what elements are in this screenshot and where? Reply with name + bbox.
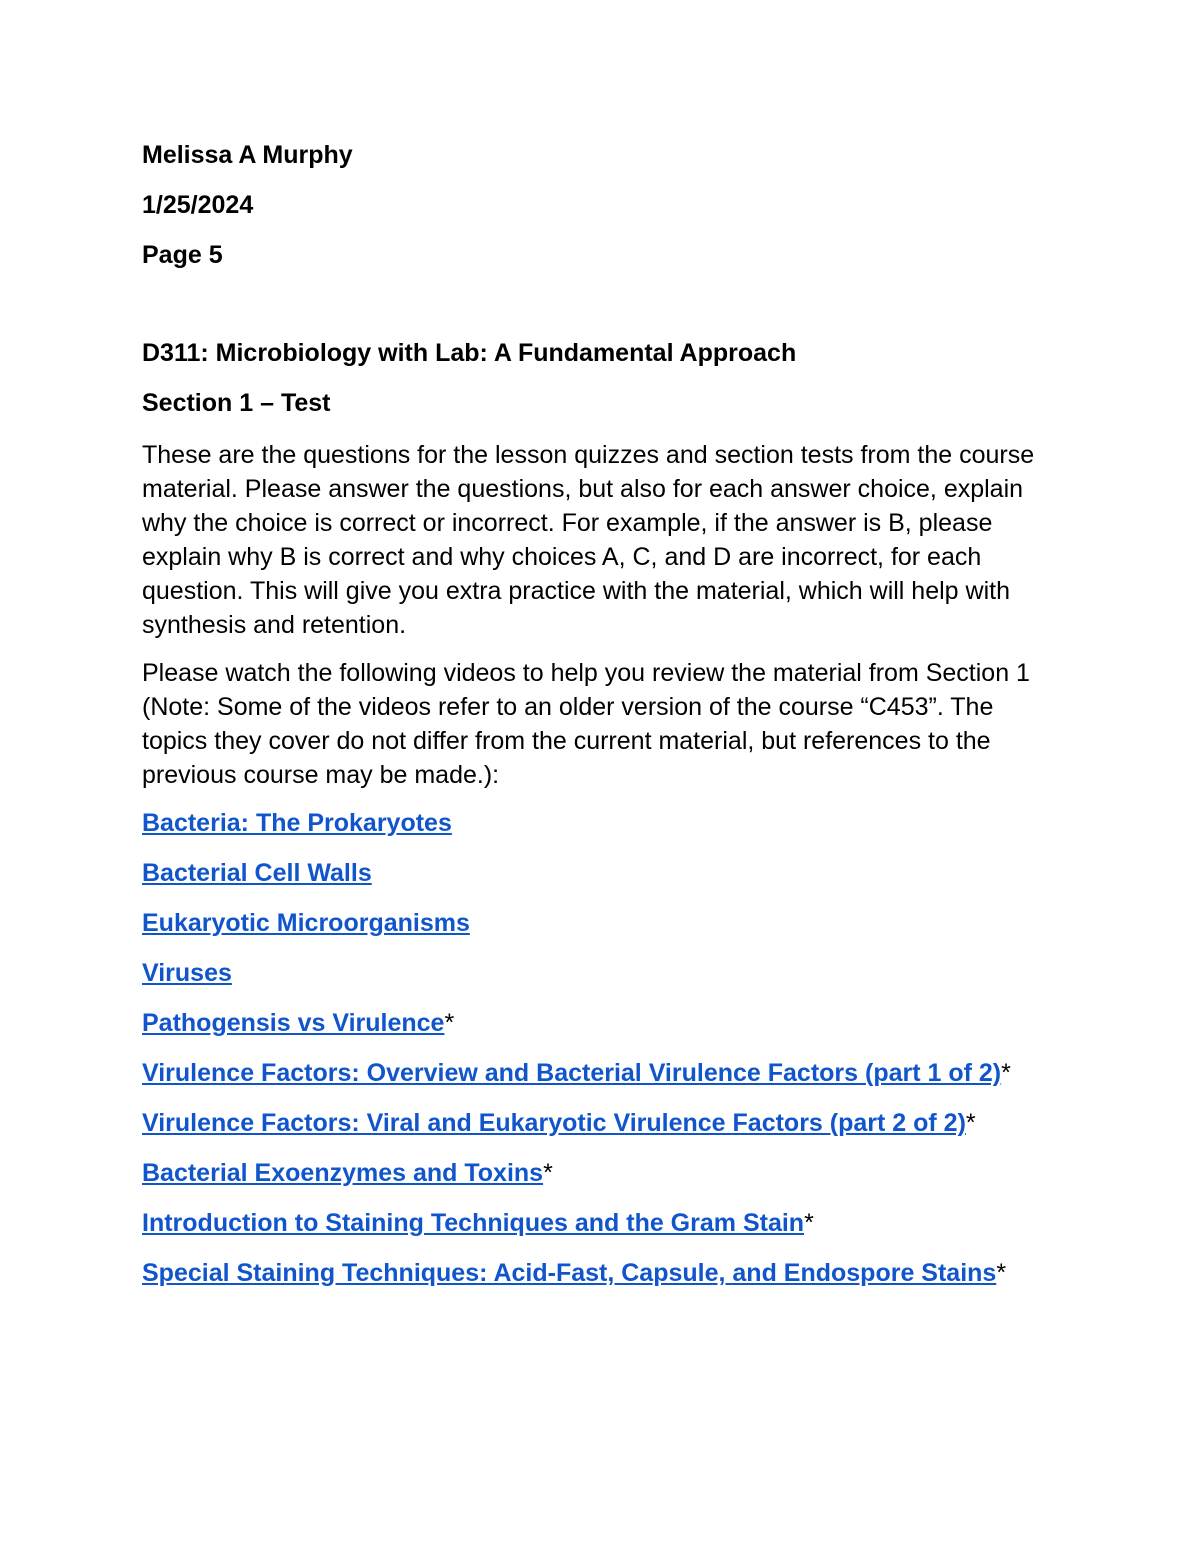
video-link-pathogenesis-virulence[interactable]: Pathogensis vs Virulence <box>142 1009 445 1037</box>
video-link-item <box>142 856 1060 890</box>
required-marker: * <box>543 1159 553 1187</box>
required-marker: * <box>444 1009 455 1037</box>
video-link-item <box>142 1256 1060 1290</box>
required-marker: * <box>804 1209 814 1237</box>
video-link-item <box>142 956 1060 990</box>
video-link-viruses[interactable]: Viruses <box>142 959 232 987</box>
required-marker: * <box>965 1109 976 1137</box>
required-marker: * <box>1001 1059 1011 1087</box>
video-link-list <box>142 806 1060 1290</box>
section-heading: Section 1 – Test <box>142 389 331 417</box>
document-date: 1/25/2024 <box>142 191 254 219</box>
video-link-item <box>142 1106 1060 1140</box>
page-number: Page 5 <box>142 241 223 269</box>
video-link-special-staining[interactable]: Special Staining Techniques: Acid-Fast, Capsule, and Endospore Stains <box>142 1259 997 1287</box>
intro-paragraph: These are the questions for the lesson quizzes and section tests from the course material. Please answer the questions, but also for each answer choice, explain why the choice is correct or incorrect. For example, if the answer is B, please explain why B is correct and why choices A, C, and D are incorrect, for each question. This will give you extra practice with the material, which will help with synthesis and retention. <box>142 441 1035 639</box>
videos-paragraph: Please watch the following videos to help you review the material from Section 1 (Note: Some of the videos refer to an older version of the course “C453”. The topics they cover do not differ from the current material, but references to the previous course may be made.): <box>142 659 1030 789</box>
course-title: D311: Microbiology with Lab: A Fundamental Approach <box>142 339 797 367</box>
video-link-staining-gram-stain[interactable]: Introduction to Staining Techniques and the Gram Stain <box>142 1209 805 1237</box>
video-link-item <box>142 1056 1060 1090</box>
video-link-virulence-factors-part2[interactable]: Virulence Factors: Viral and Eukaryotic Virulence Factors (part 2 of 2) <box>142 1109 966 1137</box>
required-marker: * <box>996 1259 1007 1287</box>
video-link-bacterial-cell-walls[interactable]: Bacterial Cell Walls <box>142 859 372 887</box>
video-link-item <box>142 1006 1060 1040</box>
video-link-item <box>142 906 1060 940</box>
video-link-item <box>142 1206 1060 1240</box>
video-link-item <box>142 806 1060 840</box>
video-link-eukaryotic-microorganisms[interactable]: Eukaryotic Microorganisms <box>142 909 470 937</box>
video-link-virulence-factors-part1[interactable]: Virulence Factors: Overview and Bacterial Virulence Factors (part 1 of 2) <box>142 1059 1002 1087</box>
author-name: Melissa A Murphy <box>142 141 353 169</box>
video-link-item <box>142 1156 1060 1190</box>
video-link-bacteria-prokaryotes[interactable]: Bacteria: The Prokaryotes <box>142 809 452 837</box>
video-link-exoenzymes-toxins[interactable]: Bacterial Exoenzymes and Toxins <box>142 1159 544 1187</box>
